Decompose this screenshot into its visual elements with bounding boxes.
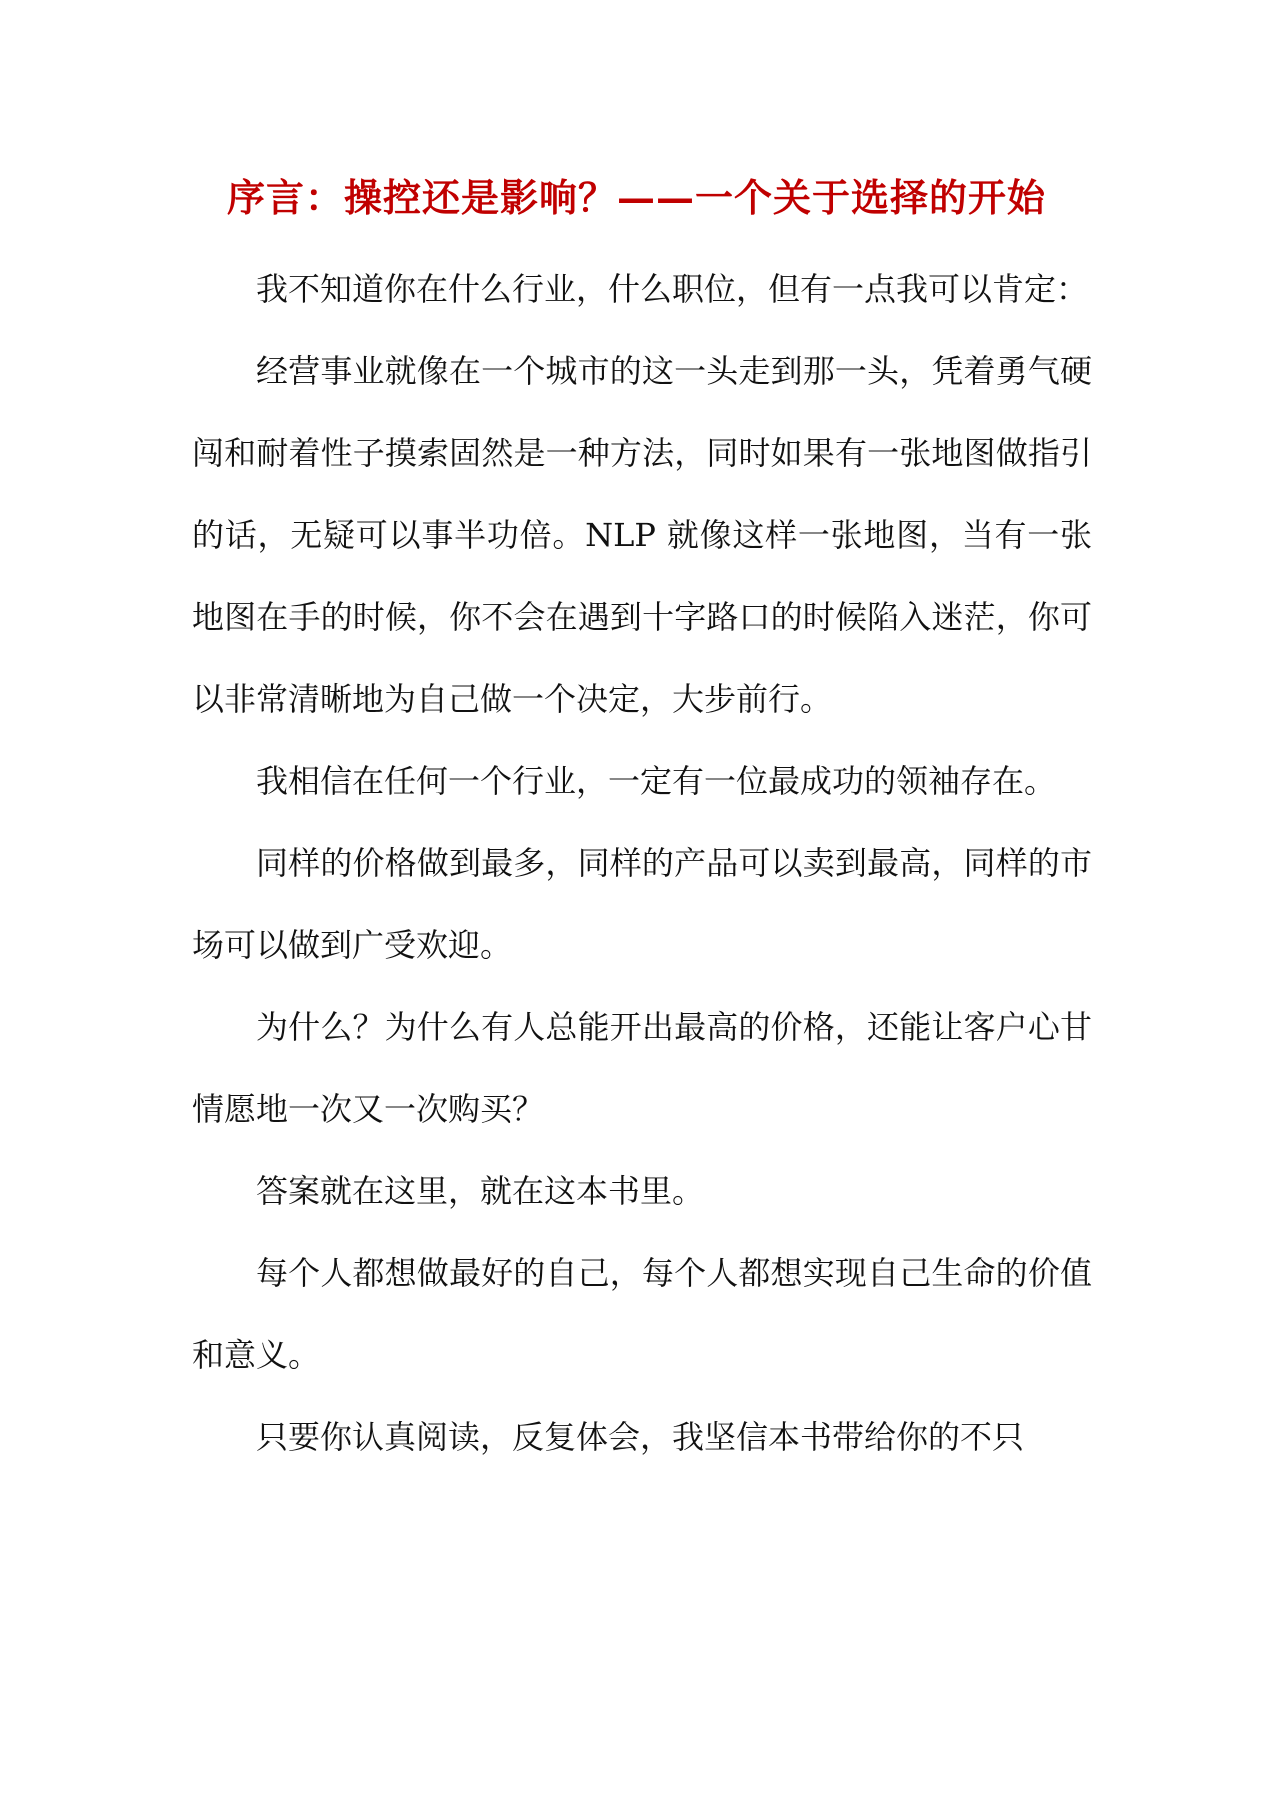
paragraph-6: 答案就在这里，就在这本书里。 — [256, 1172, 705, 1210]
paragraph-2: 经营事业就像在一个城市的这一头走到那一头，凭着勇气硬闯和耐着性子摸索固然是一种方法，同时如果有一张地图做指引的话，无疑可以事半功倍。NLP 就像这样一张地图，当有一张地图在手的时候，你不会在遇到十字路口的时候陷入迷茫，你可以非常清晰地为自己做一个决定，大步前行。 — [192, 352, 1092, 718]
paragraph-3: 我相信在任何一个行业，一定有一位最成功的领袖存在。 — [256, 762, 1057, 800]
page-title: 序言：操控还是影响？——一个关于选择的开始 — [226, 175, 1046, 220]
paragraph-4: 同样的价格做到最多，同样的产品可以卖到最高，同样的市场可以做到广受欢迎。 — [192, 844, 1092, 964]
body-text — [192, 248, 1092, 1478]
paragraph-1: 我不知道你在什么行业，什么职位，但有一点我可以肯定： — [256, 270, 1089, 308]
paragraph-5: 为什么？为什么有人总能开出最高的价格，还能让客户心甘情愿地一次又一次购买？ — [192, 1008, 1092, 1128]
paragraph-7: 每个人都想做最好的自己，每个人都想实现自己生命的价值和意义。 — [192, 1254, 1092, 1374]
paragraph-8: 只要你认真阅读，反复体会，我坚信本书带给你的不只 — [256, 1418, 1025, 1456]
